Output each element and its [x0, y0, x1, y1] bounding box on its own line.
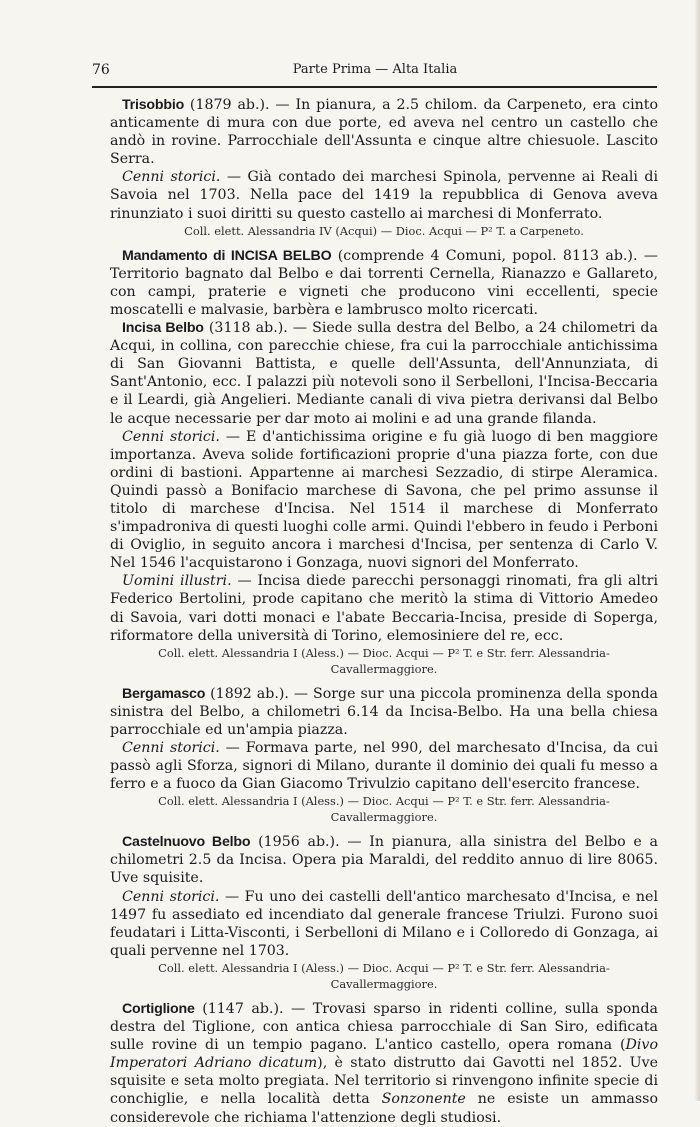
entry-admin-note: Coll. elett. Alessandria IV (Acqui) — Dioc. Acqui — P² T. a Carpeneto.	[184, 223, 584, 238]
entry-text: (3118 ab.). — Siede sulla destra del Belbo, a 24 chilometri da Acqui, in collina, con parecchie chiese, fra cui la parrocchiale antichissima di San Giovanni Battista, e quelle dell'Assunta, dell'Annunziata, di Sant'Antonio, ecc. I palazzi più notevoli sono il Serbelloni, l'Incisa-Beccaria e il Leardi, già Angelieri. Mediante canali di viva pietra derivansi dal Belbo le acque necessarie per dar moto ai molini e ad una grande filanda.	[110, 320, 658, 427]
section-text: — Incisa diede parecchi personaggi rinomati, fra gli altri Federico Bertolini, prode capitano che meritò la stima di Vittorio Amedeo di Savoia, vari dotti monaci e l'abate Beccaria-Incisa, preside di Soperga, riformatore della università di Torino, elemosiniere del re, ecc.	[110, 573, 658, 644]
entry-headword: Mandamento di INCISA BELBO	[122, 247, 332, 264]
entry-history	[110, 428, 658, 573]
section-label: Cenni storici.	[122, 888, 220, 905]
entry-admin-note: Coll. elett. Alessandria I (Aless.) — Dioc. Acqui — P² T. e Str. ferr. Alessandria-Cavallermaggiore.	[158, 645, 610, 676]
section-label: Uomini illustri.	[122, 573, 232, 590]
entry-notable-people	[110, 572, 658, 644]
entry-headword: Bergamasco	[122, 685, 206, 702]
entry-incisa-belbo	[110, 319, 658, 677]
entry-headword: Castelnuovo Belbo	[122, 834, 251, 851]
entry-description	[110, 96, 658, 168]
entry-text: (1879 ab.). — In pianura, a 2.5 chilom. da Carpeneto, era cinto anticamente di mura con due porte, ed aveva nel centro un castello che andò in rovine. Parrocchiale dell'Assunta e cinque altre chiesuole. Lascito Serra.	[110, 97, 658, 168]
entry-description	[110, 319, 658, 428]
running-title: Parte Prima — Alta Italia	[292, 62, 458, 77]
entry-text: ne esiste un ammasso considerevole che richiama l'attenzione degli studiosi.	[110, 1091, 658, 1126]
section-text: — Già contado dei marchesi Spinola, pervenne ai Reali di Savoia nel 1703. Nella pace del 1419 la repubblica di Genova aveva rinunziato i suoi diritti su questo castello ai marchesi di Monferrato.	[110, 169, 659, 222]
entry-description	[110, 247, 658, 319]
entry-castelnuovo-belbo	[110, 833, 658, 992]
entry-description	[110, 833, 658, 887]
entry-text: (1147 ab.). — Trovasi sparso in ridenti colline, sulla sponda destra del Tiglione, con antica chiesa parrocchiale di San Siro, edificata sulle rovine di un tempio pagano. L'antico castello, opera romana (	[110, 1000, 658, 1054]
section-text: — E d'antichissima origine e fu già luogo di ben maggiore importanza. Aveva solide fortificazioni proprie d'una piazza forte, con due ordini di bastioni. Appartenne ai marchesi Sezzadio, di stirpe Aleramica. Quindi passò a Bonifacio marchese di Savona, che pel primo assunse il titolo di marchese d'Incisa. Nel 1514 il marchese di Monferrato s'impadroniva di questi luoghi colle armi. Quindi l'ebbero in feudo i Perboni di Oviglio, in seguito ancora i marchesi d'Incisa, per sentenza di Carlo V. Nel 1546 l'acquistarono i Gonzaga, nuovi signori del Monferrato.	[110, 428, 658, 572]
place-name: Sonzonente	[381, 1091, 466, 1108]
page-body	[110, 96, 658, 1127]
section-label: Cenni storici.	[122, 428, 220, 445]
entry-text: ), è stato distrutto dai Gavotti nel 1852. Uve squisite e seta molto pregiata. Nel territorio si rinvengono infinite specie di conchiglie, e nella località detta	[110, 1055, 658, 1108]
entry-bergamasco	[110, 685, 658, 826]
entry-headword: Incisa Belbo	[122, 320, 204, 337]
entry-admin-note: Coll. elett. Alessandria I (Aless.) — Dioc. Acqui — P² T. e Str. ferr. Alessandria-Cavallermaggiore.	[158, 960, 610, 991]
entry-trisobbio	[110, 96, 658, 239]
section-label: Cenni storici.	[122, 740, 220, 756]
entry-text: (1956 ab.). — In pianura, alla sinistra del Belbo e a chilometri 2.5 da Incisa. Opera pia Maraldi, del reddito annuo di lire 8065. Uve squisite.	[110, 834, 659, 887]
section-text: — Formava parte, nel 990, del marchesato d'Incisa, da cui passò agli Sforza, signori di Milano, durante il dominio dei quali fu messo a ferro e a fuoco da Gian Giacomo Trivulzio capitano dell'esercito francese.	[110, 740, 658, 793]
entry-text: (comprende 4 Comuni, popol. 8113 ab.). — Territorio bagnato dal Belbo e dai torrenti Cernella, Rianazzo e Gallareto, con campi, praterie e vigneti che producono vini eccellenti, specie moscatelli e malvasie, barbèra e lambrusco molto ricercati.	[110, 247, 658, 318]
entry-history	[110, 168, 658, 222]
section-text: — Fu uno dei castelli dell'antico marchesato d'Incisa, e nel 1497 fu assediato ed incendiato dal generale francese Triulzi. Furono suoi feudatari i Litta-Visconti, i Serbelloni di Milano e i Colloredo di Gonzaga, ai quali pervenne nel 1703.	[110, 888, 658, 959]
entry-description	[110, 685, 658, 739]
page-edge-shadow	[694, 0, 700, 1101]
entry-cortiglione	[110, 1000, 658, 1127]
entry-headword: Trisobbio	[122, 97, 185, 113]
entry-mandamento-incisa-belbo	[110, 247, 658, 319]
entry-history	[110, 739, 658, 793]
page-header	[92, 60, 658, 84]
entry-admin-note: Coll. elett. Alessandria I (Aless.) — Dioc. Acqui — P² T. e Str. ferr. Alessandria-Cavallermaggiore.	[158, 794, 610, 825]
entry-text: (1892 ab.). — Sorge sur una piccola prominenza della sponda sinistra del Belbo, a chilometri 6.14 da Incisa-Belbo. Ha una bella chiesa parrocchiale ed un'ampia piazza.	[110, 685, 658, 738]
entry-history	[110, 888, 658, 960]
page-number: 76	[92, 62, 110, 78]
entry-description	[110, 1000, 658, 1127]
section-label: Cenni storici.	[122, 169, 221, 186]
latin-inscription: Divo Imperatori Adriano dicatum	[110, 1037, 658, 1072]
header-rule	[92, 86, 657, 88]
entry-headword: Cortiglione	[122, 1000, 195, 1017]
